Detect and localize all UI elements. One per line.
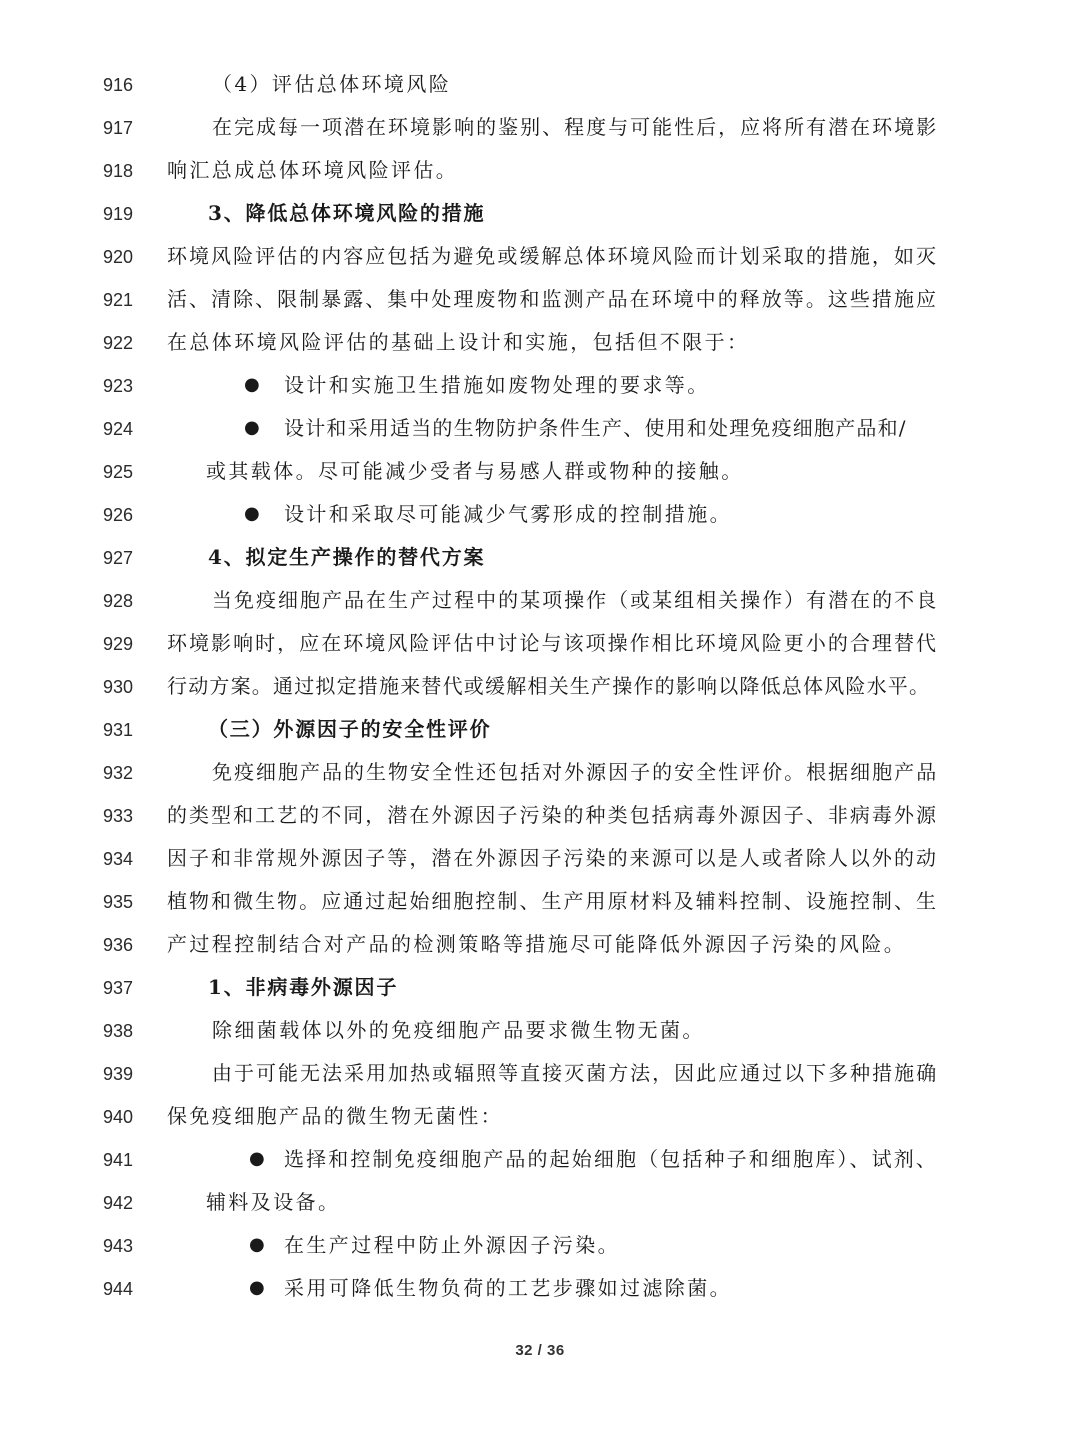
document-line xyxy=(0,159,1080,202)
page-number: 32 / 36 xyxy=(515,1342,565,1359)
line-number: 917 xyxy=(103,118,134,138)
bullet-icon: ● xyxy=(249,1148,265,1169)
document-line xyxy=(0,460,1080,503)
line-number: 920 xyxy=(103,247,134,267)
paragraph-text: 环境影响时，应在环境风险评估中讨论与该项操作相比环境风险更小的合理替代 xyxy=(167,631,938,655)
document-line xyxy=(0,288,1080,331)
document-line xyxy=(0,675,1080,718)
paragraph-text: 当免疫细胞产品在生产过程中的某项操作（或某组相关操作）有潜在的不良 xyxy=(212,588,939,612)
list-item-text: 辅料及设备。 xyxy=(206,1190,341,1214)
line-number: 940 xyxy=(103,1107,134,1127)
bullet-icon: ● xyxy=(244,374,260,395)
sub-heading: （4）评估总体环境风险 xyxy=(212,72,452,96)
line-number: 927 xyxy=(103,548,134,568)
document-line xyxy=(0,761,1080,804)
list-item-text: 设计和实施卫生措施如废物处理的要求等。 xyxy=(284,373,710,397)
document-line xyxy=(0,1277,1080,1320)
document-line xyxy=(0,202,1080,245)
line-number: 941 xyxy=(103,1150,134,1170)
document-line xyxy=(0,1105,1080,1148)
paragraph-text: 由于可能无法采用加热或辐照等直接灭菌方法，因此应通过以下多种措施确 xyxy=(212,1061,939,1085)
document-line xyxy=(0,73,1080,116)
line-number: 919 xyxy=(103,204,134,224)
list-item-text: 设计和采用适当的生物防护条件生产、使用和处理免疫细胞产品和/ xyxy=(284,416,907,440)
line-number: 937 xyxy=(103,978,134,998)
document-line xyxy=(0,847,1080,890)
document-line xyxy=(0,331,1080,374)
bullet-icon: ● xyxy=(249,1234,265,1255)
document-line xyxy=(0,718,1080,761)
paragraph-text: 因子和非常规外源因子等，潜在外源因子污染的来源可以是人或者除人以外的动 xyxy=(167,846,938,870)
line-number: 931 xyxy=(103,720,134,740)
line-number: 925 xyxy=(103,462,134,482)
document-line xyxy=(0,1148,1080,1191)
paragraph-text: 在总体环境风险评估的基础上设计和实施，包括但不限于： xyxy=(167,330,750,354)
paragraph-text: 的类型和工艺的不同，潜在外源因子污染的种类包括病毒外源因子、非病毒外源 xyxy=(167,803,938,827)
document-line xyxy=(0,1019,1080,1062)
list-item-text: 设计和采取尽可能减少气雾形成的控制措施。 xyxy=(284,502,732,526)
line-number: 922 xyxy=(103,333,134,353)
line-number: 930 xyxy=(103,677,134,697)
document-line xyxy=(0,890,1080,933)
section-heading: 3、降低总体环境风险的措施 xyxy=(208,201,486,225)
section-heading: 1、非病毒外源因子 xyxy=(208,975,399,999)
document-line xyxy=(0,116,1080,159)
list-item-text: 或其载体。尽可能减少受者与易感人群或物种的接触。 xyxy=(206,459,744,483)
line-number: 933 xyxy=(103,806,134,826)
document-line xyxy=(0,245,1080,288)
line-number: 926 xyxy=(103,505,134,525)
document-line xyxy=(0,374,1080,417)
document-line xyxy=(0,503,1080,546)
paragraph-text: 活、清除、限制暴露、集中处理废物和监测产品在环境中的释放等。这些措施应 xyxy=(167,287,938,311)
line-number: 923 xyxy=(103,376,134,396)
line-number: 932 xyxy=(103,763,134,783)
paragraph-text: 在完成每一项潜在环境影响的鉴别、程度与可能性后，应将所有潜在环境影 xyxy=(212,115,939,139)
document-line xyxy=(0,417,1080,460)
document-line xyxy=(0,589,1080,632)
paragraph-text: 环境风险评估的内容应包括为避免或缓解总体环境风险而计划采取的措施，如灭 xyxy=(167,244,938,268)
line-number: 921 xyxy=(103,290,134,310)
line-number: 924 xyxy=(103,419,134,439)
paragraph-text: 行动方案。通过拟定措施来替代或缓解相关生产操作的影响以降低总体风险水平。 xyxy=(167,674,931,698)
document-line xyxy=(0,1062,1080,1105)
paragraph-text: 除细菌载体以外的免疫细胞产品要求微生物无菌。 xyxy=(212,1018,705,1042)
list-item-text: 选择和控制免疫细胞产品的起始细胞（包括种子和细胞库）、试剂、 xyxy=(284,1147,938,1171)
line-number: 916 xyxy=(103,75,134,95)
section-heading: 4、拟定生产操作的替代方案 xyxy=(208,545,486,569)
paragraph-text: 保免疫细胞产品的微生物无菌性： xyxy=(167,1104,503,1128)
document-line xyxy=(0,804,1080,847)
line-number: 944 xyxy=(103,1279,134,1299)
document-line xyxy=(0,632,1080,675)
line-number: 936 xyxy=(103,935,134,955)
list-item-text: 采用可降低生物负荷的工艺步骤如过滤除菌。 xyxy=(284,1276,732,1300)
document-line xyxy=(0,546,1080,589)
paragraph-text: 响汇总成总体环境风险评估。 xyxy=(167,158,459,182)
line-number: 942 xyxy=(103,1193,134,1213)
document-line xyxy=(0,1234,1080,1277)
line-number: 935 xyxy=(103,892,134,912)
line-number: 943 xyxy=(103,1236,134,1256)
line-number: 928 xyxy=(103,591,134,611)
document-line xyxy=(0,976,1080,1019)
paragraph-text: 植物和微生物。应通过起始细胞控制、生产用原材料及辅料控制、设施控制、生 xyxy=(167,889,938,913)
bullet-icon: ● xyxy=(249,1277,265,1298)
line-number: 934 xyxy=(103,849,134,869)
document-line xyxy=(0,1191,1080,1234)
document-line xyxy=(0,933,1080,976)
bullet-icon: ● xyxy=(244,503,260,524)
paragraph-text: 产过程控制结合对产品的检测策略等措施尽可能降低外源因子污染的风险。 xyxy=(167,932,907,956)
paragraph-text: 免疫细胞产品的生物安全性还包括对外源因子的安全性评价。根据细胞产品 xyxy=(212,760,939,784)
bullet-icon: ● xyxy=(244,417,260,438)
line-number: 938 xyxy=(103,1021,134,1041)
list-item-text: 在生产过程中防止外源因子污染。 xyxy=(284,1233,620,1257)
line-number: 929 xyxy=(103,634,134,654)
line-number: 918 xyxy=(103,161,134,181)
line-number: 939 xyxy=(103,1064,134,1084)
section-heading: （三）外源因子的安全性评价 xyxy=(208,717,492,741)
